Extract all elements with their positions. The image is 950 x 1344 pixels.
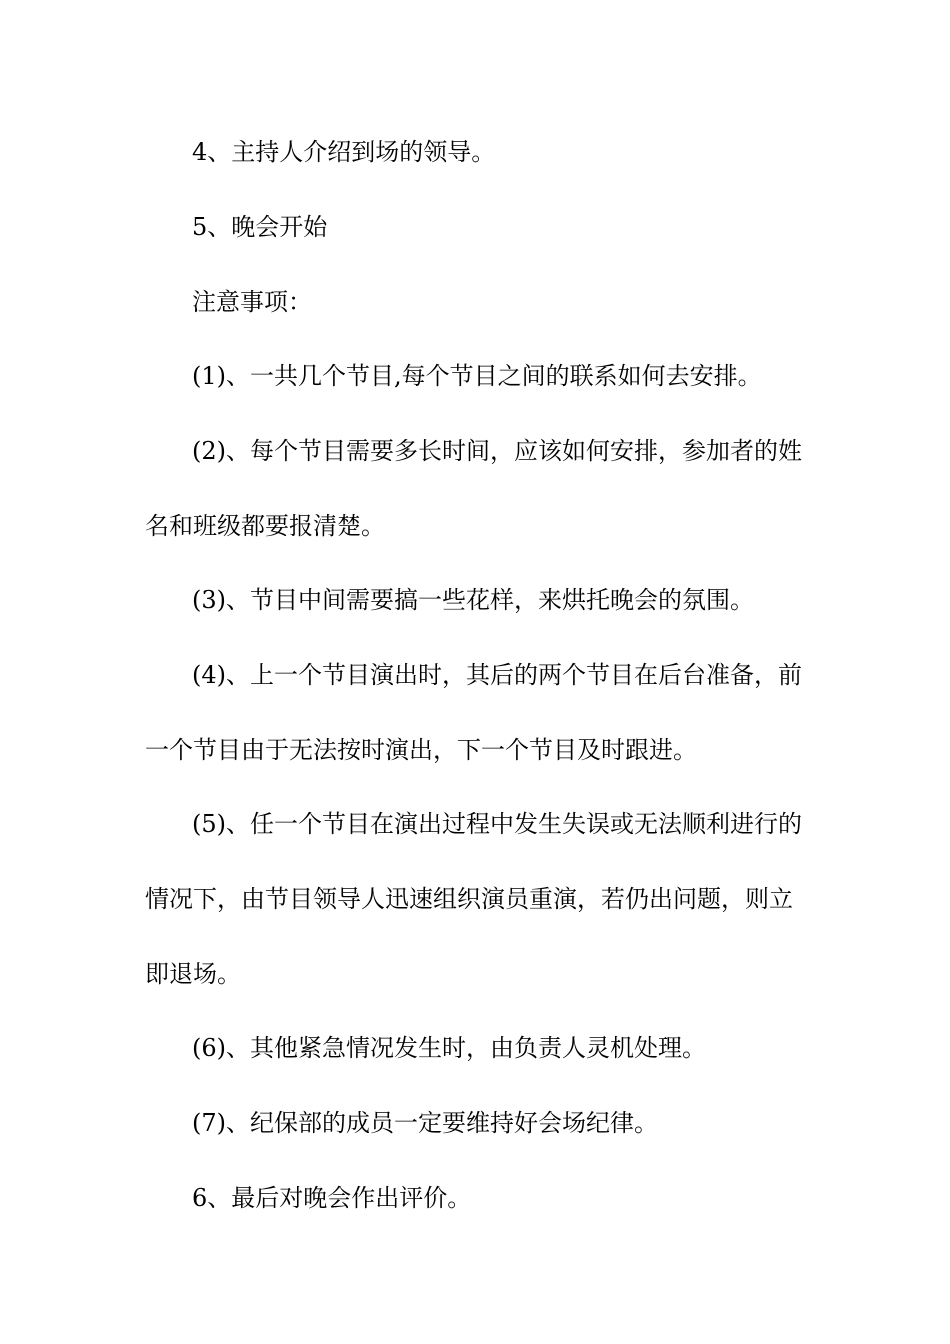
note-5-continuation-2: 即退场。 [145,960,241,988]
note-6-line: (6)、其他紧急情况发生时，由负责人灵机处理。 [192,1034,706,1062]
note-2-continuation: 名和班级都要报清楚。 [145,512,385,540]
note-4-continuation: 一个节目由于无法按时演出，下一个节目及时跟进。 [145,736,697,764]
note-7-line: (7)、纪保部的成员一定要维持好会场纪律。 [192,1109,658,1137]
note-1-line: (1)、一共几个节目,每个节目之间的联系如何去安排。 [192,362,762,390]
step-6-line: 6、最后对晚会作出评价。 [192,1184,472,1212]
note-3-line: (3)、节目中间需要搞一些花样，来烘托晚会的氛围。 [192,586,754,614]
notes-heading: 注意事项： [192,288,312,316]
step-5-line: 5、晚会开始 [192,213,328,241]
note-4-line: (4)、上一个节目演出时，其后的两个节目在后台准备，前 [192,661,802,689]
note-5-line: (5)、任一个节目在演出过程中发生失误或无法顺利进行的 [192,810,802,838]
note-2-line: (2)、每个节目需要多长时间，应该如何安排，参加者的姓 [192,437,802,465]
step-4-line: 4、主持人介绍到场的领导。 [192,138,496,166]
note-5-continuation-1: 情况下，由节目领导人迅速组织演员重演，若仍出问题，则立 [145,885,793,913]
